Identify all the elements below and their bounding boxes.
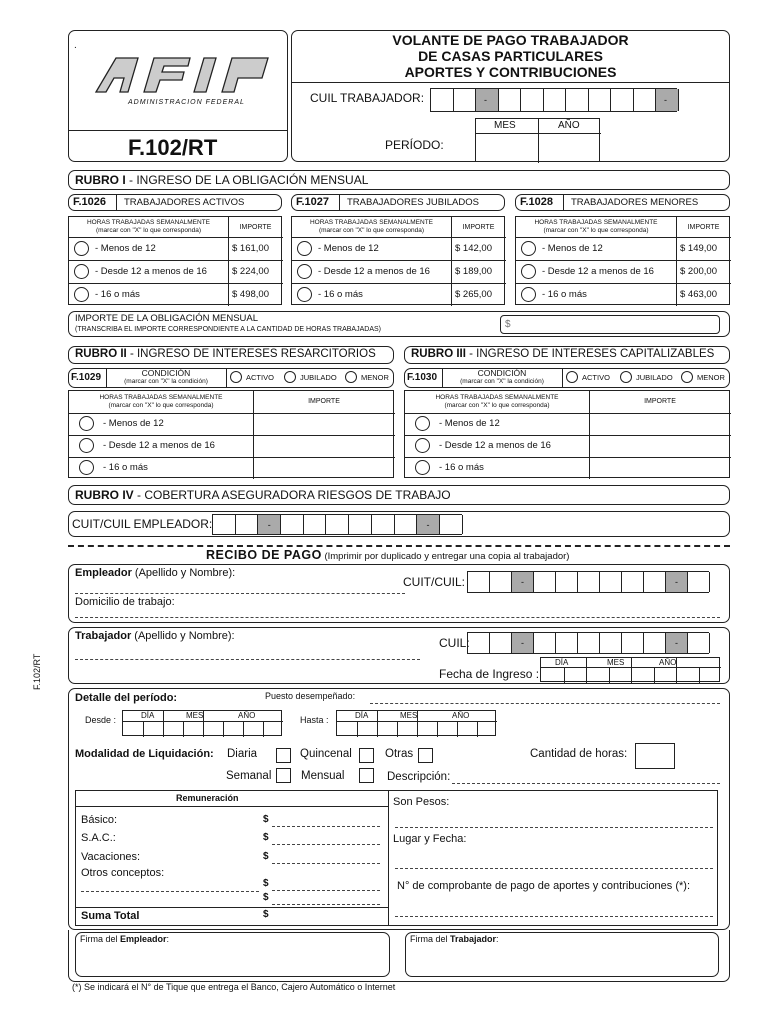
condicion-menor-label: MENOR — [361, 373, 389, 382]
option-radio[interactable] — [521, 287, 536, 302]
condicion-activo-label: ACTIVO — [246, 373, 274, 382]
condicion-jubilado-label: JUBILADO — [300, 373, 337, 382]
amount: $ 224,00 — [232, 266, 269, 277]
quincenal-label: Quincenal — [300, 748, 352, 760]
form-code: F.102/RT — [128, 135, 218, 160]
condicion-menor-radio[interactable] — [681, 371, 693, 383]
desde-label: Desde : — [85, 715, 117, 725]
diaria-checkbox[interactable] — [276, 748, 291, 763]
hours-table-F.1027: HORAS TRABAJADAS SEMANALMENTE (marcar con "X" lo que corresponda) IMPORTE - Menos de 12 $ 142,00 - Desde 12 a menos de 16 $ 189,00 - 16 o más $ 265,00 — [291, 216, 505, 305]
dollar-sign: $ — [263, 878, 269, 889]
corner-dot: . — [74, 40, 77, 51]
dollar-sign: $ — [263, 892, 269, 903]
condicion-menor-label: MENOR — [697, 373, 725, 382]
option-label: - Menos de 12 — [103, 418, 164, 429]
amount-line[interactable] — [272, 904, 380, 905]
condicion-jubilado-radio[interactable] — [284, 371, 296, 383]
afip-logo-icon — [92, 54, 272, 94]
condicion-activo-label: ACTIVO — [582, 373, 610, 382]
footnote: (*) Se indicará el N° de Tique que entrega el Banco, Cajero Automático o Internet — [72, 982, 396, 992]
option-label: - Menos de 12 — [95, 243, 156, 254]
option-radio[interactable] — [79, 460, 94, 475]
hasta-boxes[interactable]: DÍA MES AÑO — [336, 710, 496, 736]
option-radio[interactable] — [74, 287, 89, 302]
title-line-3: APORTES Y CONTRIBUCIONES — [404, 64, 617, 80]
detalle-label: Detalle del período: — [75, 692, 178, 704]
form-code-F.1028: F.1028 — [520, 196, 554, 208]
cantidad-horas-label: Cantidad de horas: — [530, 748, 628, 760]
recibo-outline — [68, 930, 730, 982]
descripcion-label: Descripción: — [387, 771, 451, 783]
table-name: TRABAJADORES ACTIVOS — [124, 197, 245, 208]
amount: $ 161,00 — [232, 243, 269, 254]
quincenal-checkbox[interactable] — [359, 748, 374, 763]
periodo-boxes[interactable]: MES AÑO — [475, 118, 600, 162]
trabajador-label: Trabajador (Apellido y Nombre): — [75, 630, 235, 642]
fecha-ingreso-label: Fecha de Ingreso : — [439, 667, 540, 681]
dollar-sign: $ — [263, 851, 269, 862]
option-radio[interactable] — [79, 438, 94, 453]
rubro-1-title: RUBRO I - INGRESO DE LA OBLIGACIÓN MENSUAL — [75, 173, 369, 187]
mensual-label: Mensual — [301, 770, 345, 782]
hours-table-F.1026: HORAS TRABAJADAS SEMANALMENTE (marcar con "X" lo que corresponda) IMPORTE - Menos de 12 $ 161,00 - Desde 12 a menos de 16 $ 224,00 - 16 o más $ 498,00 — [68, 216, 282, 305]
amount: $ 200,00 — [680, 266, 717, 277]
option-label: - Desde 12 a menos de 16 — [542, 266, 654, 277]
title-line-1: VOLANTE DE PAGO TRABAJADOR — [392, 32, 629, 48]
amount-line[interactable] — [272, 826, 380, 827]
condicion-activo-radio[interactable] — [230, 371, 242, 383]
importe-obligacion-input[interactable] — [500, 315, 720, 334]
option-label: - 16 o más — [439, 462, 484, 473]
modalidad-label: Modalidad de Liquidación: — [75, 748, 214, 760]
dollar-sign: $ — [263, 832, 269, 843]
option-label: - Menos de 12 — [542, 243, 603, 254]
semanal-label: Semanal — [226, 770, 272, 782]
amount: $ 463,00 — [680, 289, 717, 300]
option-label: - Menos de 12 — [318, 243, 379, 254]
hours-table-F.1028: HORAS TRABAJADAS SEMANALMENTE (marcar con "X" lo que corresponda) IMPORTE - Menos de 12 $ 149,00 - Desde 12 a menos de 16 $ 200,00 - 16 o más $ 463,00 — [515, 216, 730, 305]
title-line-2: DE CASAS PARTICULARES — [418, 48, 603, 64]
option-label: - Desde 12 a menos de 16 — [439, 440, 551, 451]
option-radio[interactable] — [521, 241, 536, 256]
option-label: - Desde 12 a menos de 16 — [318, 266, 430, 277]
amount: $ 142,00 — [455, 243, 492, 254]
desde-boxes[interactable]: DÍA MES AÑO — [122, 710, 282, 736]
sac-label: S.A.C.: — [81, 832, 116, 844]
amount-line[interactable] — [272, 890, 380, 891]
mensual-checkbox[interactable] — [359, 768, 374, 783]
comprobante-label: N° de comprobante de pago de aportes y contribuciones (*): — [397, 880, 691, 892]
cuit-empleador-boxes[interactable]: - - — [212, 514, 462, 535]
amount: $ 149,00 — [680, 243, 717, 254]
condicion-menor-radio[interactable] — [345, 371, 357, 383]
table-name: TRABAJADORES MENORES — [571, 197, 699, 208]
rubro-3-title: RUBRO III - INGRESO DE INTERESES CAPITALIZABLES — [411, 348, 715, 360]
cuil-label: CUIL: — [439, 636, 470, 650]
amount: $ 265,00 — [455, 289, 492, 300]
side-form-code: F.102/RT — [32, 653, 42, 690]
option-label: - 16 o más — [542, 289, 587, 300]
option-radio[interactable] — [415, 416, 430, 431]
empleador-label: Empleador (Apellido y Nombre): — [75, 567, 236, 579]
periodo-label: PERÍODO: — [385, 138, 444, 152]
condicion-jubilado-label: JUBILADO — [636, 373, 673, 382]
otras-label: Otras — [385, 748, 414, 760]
option-radio[interactable] — [297, 241, 312, 256]
form-code: F.1030 — [407, 372, 438, 383]
amount-line[interactable] — [272, 863, 380, 864]
diaria-label: Diaria — [227, 748, 258, 760]
puesto-label: Puesto desempeñado: — [265, 691, 356, 701]
option-label: - 16 o más — [95, 289, 140, 300]
logo-caption: ADMINISTRACION FEDERAL — [128, 99, 245, 106]
remuneracion-table — [75, 790, 718, 926]
cuit-cuil-label: CUIT/CUIL: — [403, 575, 466, 589]
option-label: - 16 o más — [318, 289, 363, 300]
lugar-fecha-label: Lugar y Fecha: — [393, 833, 467, 845]
option-label: - Menos de 12 — [439, 418, 500, 429]
rubro-2-title: RUBRO II - INGRESO DE INTERESES RESARCITORIOS — [75, 348, 376, 360]
amount: $ 189,00 — [455, 266, 492, 277]
cuit-cuil-boxes[interactable]: - - — [467, 571, 709, 593]
hasta-label: Hasta : — [300, 715, 329, 725]
dollar-sign: $ — [263, 814, 269, 825]
cantidad-horas-box[interactable] — [635, 743, 675, 769]
option-label: - 16 o más — [103, 462, 148, 473]
form-code-F.1026: F.1026 — [73, 196, 107, 208]
option-radio[interactable] — [297, 264, 312, 279]
option-radio[interactable] — [415, 460, 430, 475]
otros-conceptos-label: Otros conceptos: — [81, 867, 165, 879]
dollar-sign: $ — [263, 909, 269, 920]
suma-total-label: Suma Total — [81, 910, 140, 922]
option-radio[interactable] — [74, 264, 89, 279]
form-code-F.1027: F.1027 — [296, 196, 330, 208]
option-radio[interactable] — [521, 264, 536, 279]
option-label: - Desde 12 a menos de 16 — [103, 440, 215, 451]
condicion-activo-radio[interactable] — [566, 371, 578, 383]
cuit-empleador-label: CUIT/CUIL EMPLEADOR: — [72, 517, 213, 531]
table-name: TRABAJADORES JUBILADOS — [347, 197, 479, 208]
form-code: F.1029 — [71, 372, 102, 383]
option-radio[interactable] — [74, 241, 89, 256]
option-radio[interactable] — [79, 416, 94, 431]
rubro-4-title: RUBRO IV - COBERTURA ASEGURADORA RIESGOS DE TRABAJO — [75, 488, 451, 502]
amount: $ 498,00 — [232, 289, 269, 300]
cuil-trabajador-label: CUIL TRABAJADOR: — [310, 91, 425, 105]
son-pesos-label: Son Pesos: — [393, 796, 450, 808]
option-radio[interactable] — [415, 438, 430, 453]
cut-line — [68, 545, 730, 547]
recibo-title: RECIBO DE PAGO (Imprimir por duplicado y entregar una copia al trabajador) — [206, 548, 570, 562]
cuil-trabajador-boxes[interactable]: - - — [430, 88, 677, 112]
rubro3-hours-table: HORAS TRABAJADAS SEMANALMENTE (marcar con "X" lo que corresponda) IMPORTE - Menos de 12 - Desde 12 a menos de 16 - 16 o más — [404, 390, 730, 478]
importe-obligacion-note: (TRANSCRIBA EL IMPORTE CORRESPONDIENTE A LA CANTIDAD DE HORAS TRABAJADAS) — [75, 326, 381, 333]
vacaciones-label: Vacaciones: — [81, 851, 141, 863]
rubro2-hours-table: HORAS TRABAJADAS SEMANALMENTE (marcar con "X" lo que corresponda) IMPORTE - Menos de 12 - Desde 12 a menos de 16 - 16 o más — [68, 390, 394, 478]
otras-checkbox[interactable] — [418, 748, 433, 763]
condicion-jubilado-radio[interactable] — [620, 371, 632, 383]
firma-trabajador-label: Firma del Trabajador: — [410, 934, 499, 944]
option-radio[interactable] — [297, 287, 312, 302]
domicilio-label: Domicilio de trabajo: — [75, 596, 175, 608]
basico-label: Básico: — [81, 814, 118, 826]
option-label: - Desde 12 a menos de 16 — [95, 266, 207, 277]
importe-obligacion-label: IMPORTE DE LA OBLIGACIÓN MENSUAL — [75, 313, 259, 324]
remuneracion-header: Remuneración — [176, 793, 239, 803]
fecha-ingreso-boxes[interactable]: DÍA MES AÑO — [540, 657, 720, 682]
semanal-checkbox[interactable] — [276, 768, 291, 783]
firma-empleador-label: Firma del Empleador: — [80, 934, 170, 944]
cuil-boxes[interactable]: - - — [467, 632, 709, 654]
amount-line[interactable] — [272, 844, 380, 845]
